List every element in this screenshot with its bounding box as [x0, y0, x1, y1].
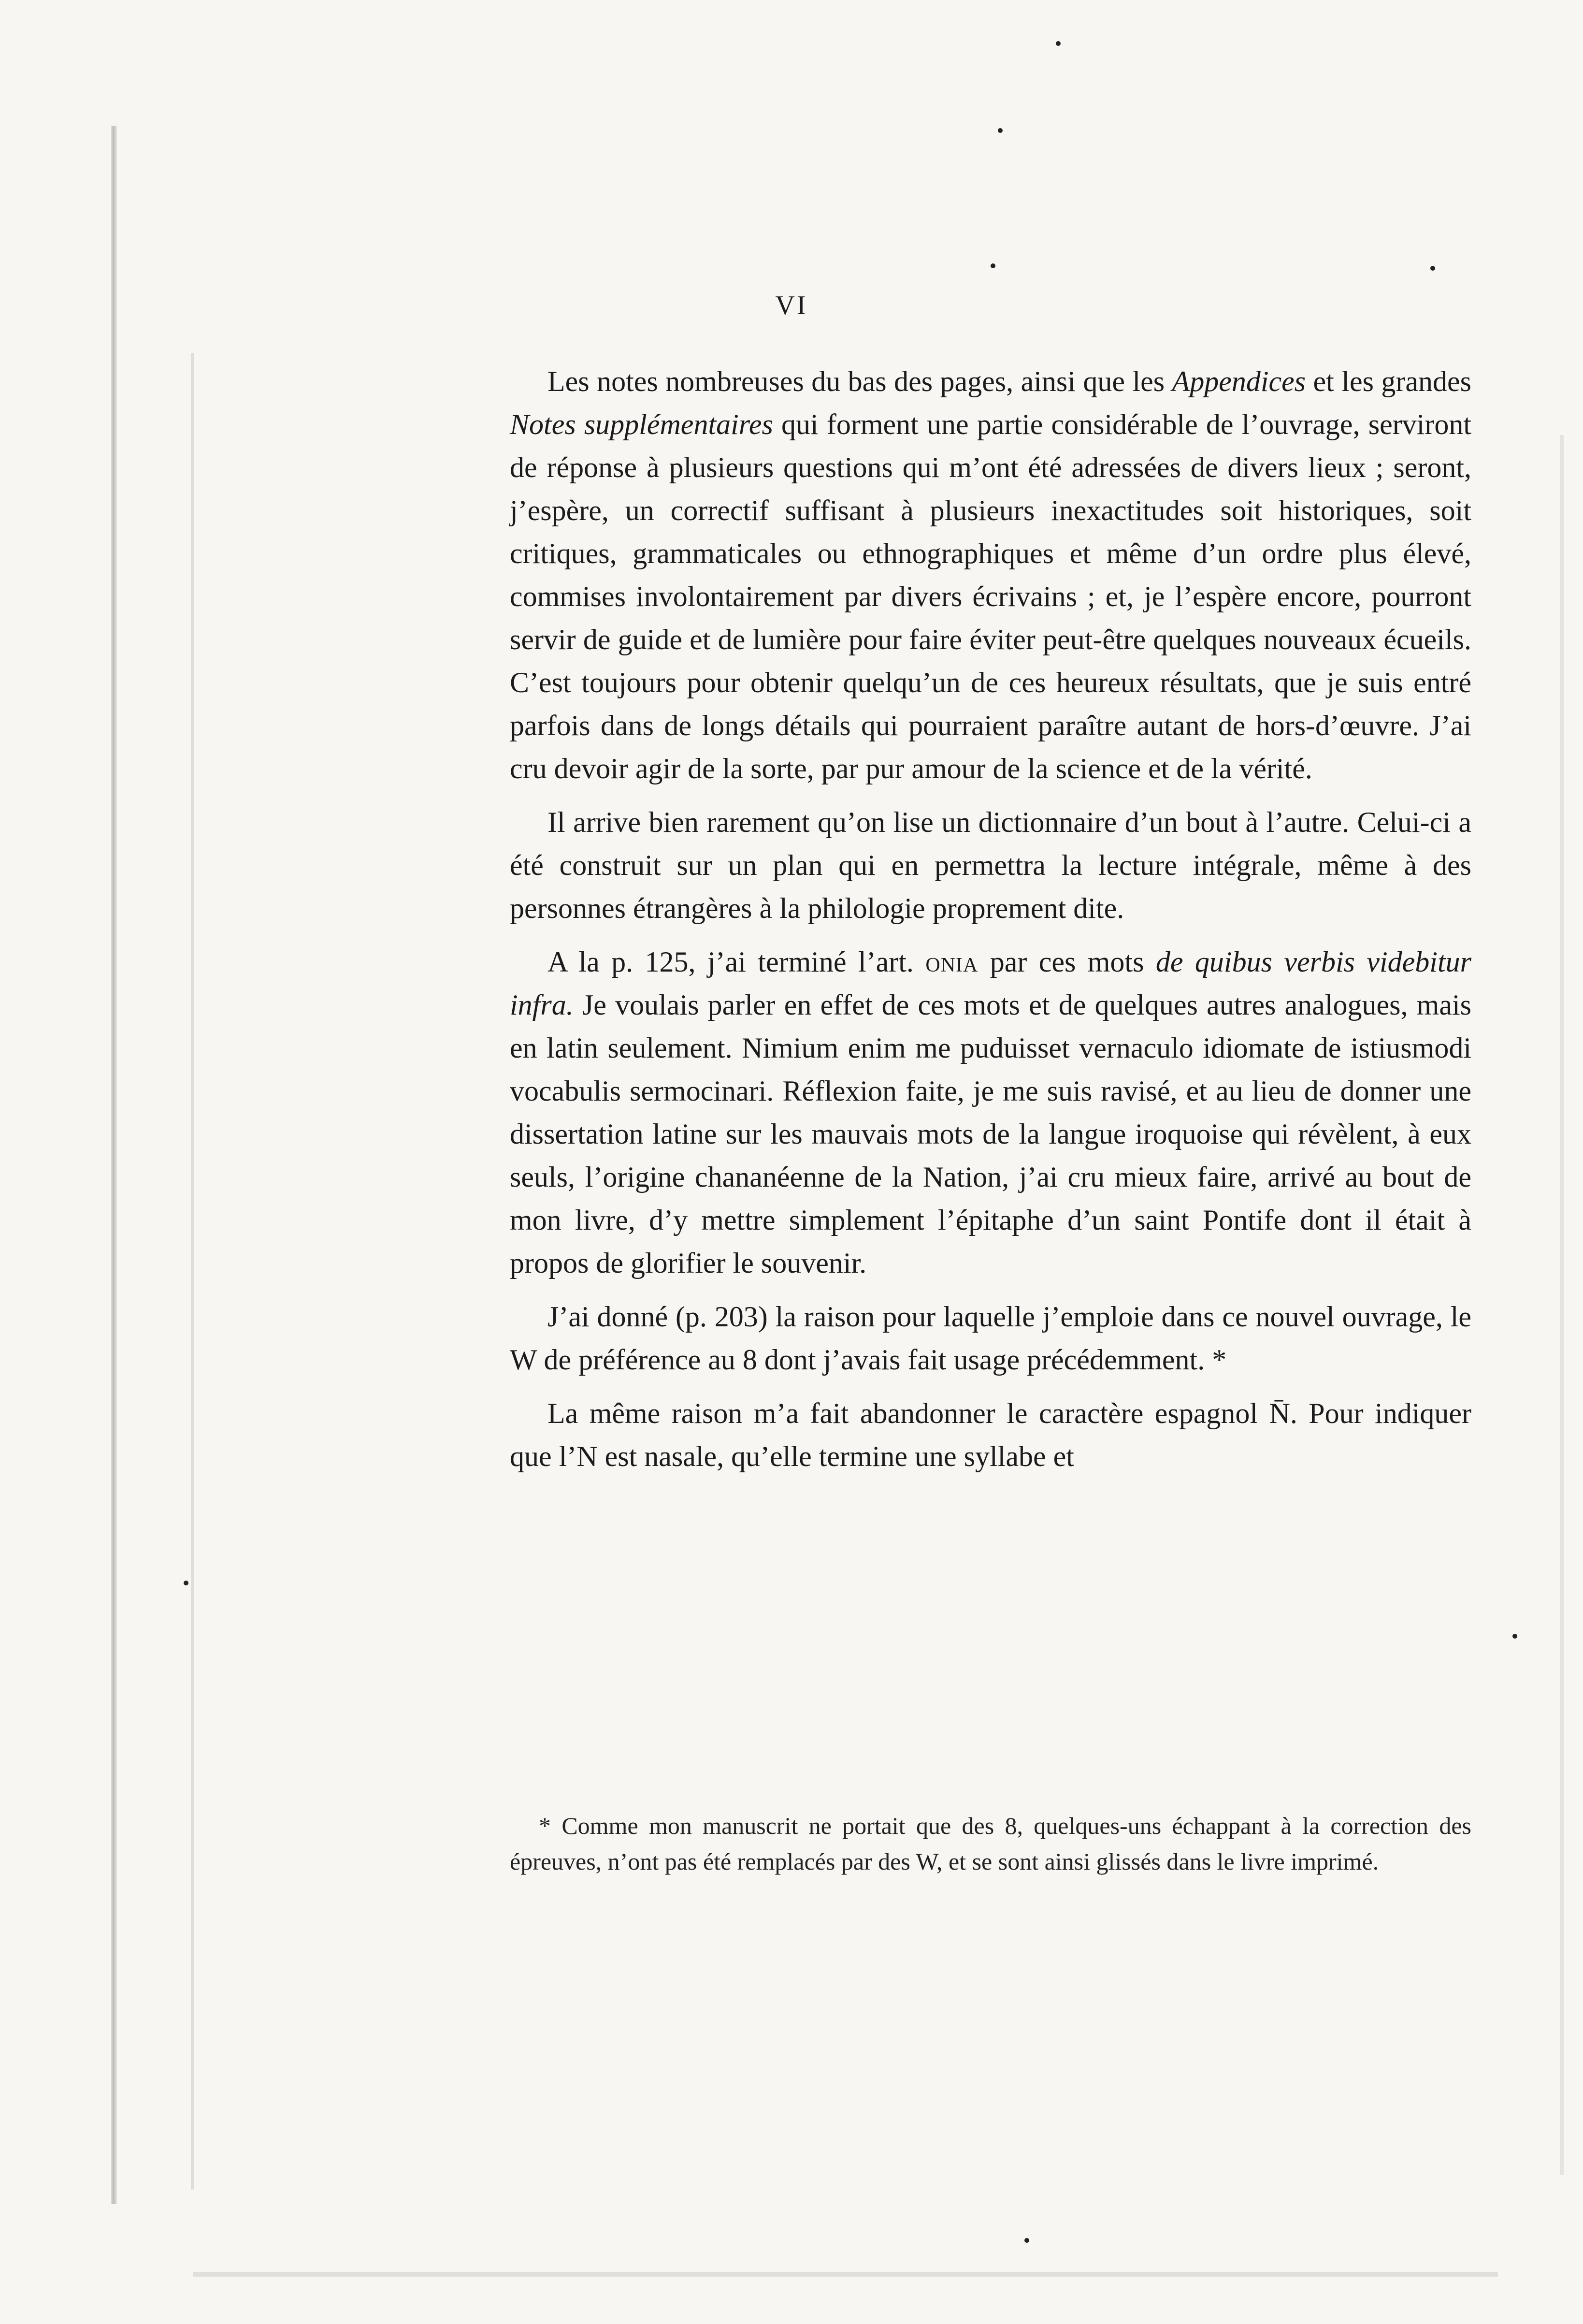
text-run: Il arrive bien rarement qu’on lise un dictionnaire d’un bout à l’autre. Celui-ci a été construit sur un plan qui en permettra la lecture intégrale, même à des personnes étrangères à la philologie proprement dite.: [510, 806, 1471, 924]
scan-edge-left: [111, 126, 117, 2204]
text-run: Je voulais parler en effet de ces mots et de quelques autres analogues, mais en latin seulement. Nimium enim me puduisset vernaculo idiomate de istiusmodi vocabulis sermocinari. Réflexion faite, je me suis ravisé, et au lieu de donner une dissertation latine sur les mauvais mots de la langue iroquoise qui révèlent, à eux seuls, l’origine chananéenne de la Nation, j’ai cru mieux faire, arrivé au bout de mon livre, d’y mettre simplement l’épitaphe d’un saint Pontife dont il était à propos de glorifier le souvenir.: [510, 989, 1471, 1279]
italic-text: Appendices: [1172, 365, 1306, 397]
scan-speck: [991, 263, 995, 268]
smallcaps-text: onia: [925, 946, 979, 978]
body-text: [510, 360, 1471, 1489]
scan-edge-inner: [191, 353, 194, 2190]
paragraph: [510, 941, 1471, 1285]
scan-speck: [184, 1581, 188, 1585]
page-number: VI: [775, 290, 808, 320]
text-run: et les grandes: [1306, 365, 1471, 397]
paragraph: [510, 1295, 1471, 1381]
text-run: par ces mots: [978, 946, 1156, 978]
italic-text: Notes supplémentaires: [510, 408, 773, 440]
scan-speck: [998, 128, 1003, 133]
paragraph: [510, 1392, 1471, 1478]
scan-speck: [1056, 41, 1061, 46]
scan-speck: [1512, 1634, 1517, 1639]
text-run: La même raison m’a fait abandonner le caractère espagnol N̄. Pour indiquer que l’N est nasale, qu’elle termine une syllabe et: [510, 1397, 1471, 1472]
text-run: qui forment une partie considérable de l’ouvrage, serviront de réponse à plusieurs questions qui m’ont été adressées de divers lieux ; seront, j’espère, un correctif suffisant à plusieurs inexactitudes soit historiques, soit critiques, grammaticales ou ethnographiques et même d’un ordre plus élevé, commises involontairement par divers écrivains ; et, je l’espère encore, pourront servir de guide et de lumière pour faire éviter peut-être quelques nouveaux écueils. C’est toujours pour obtenir quelqu’un de ces heureux résultats, que je suis entré parfois dans de longs détails qui pourraient paraître autant de hors-d’œuvre. J’ai cru devoir agir de la sorte, par pur amour de la science et de la vérité.: [510, 408, 1471, 784]
scan-speck: [1430, 266, 1435, 271]
scan-edge-right: [1560, 435, 1564, 2175]
footnote: * Comme mon manuscrit ne portait que des 8, quelques-uns échappant à la correction des épreuves, n’ont pas été remplacés par des W, et se sont ainsi glissés dans le livre imprimé.: [510, 1812, 1471, 1875]
italic-text: de quibus verbis videbitur infra.: [510, 946, 1471, 1021]
scan-speck: [1024, 2238, 1029, 2243]
paragraph: [510, 360, 1471, 790]
text-run: J’ai donné (p. 203) la raison pour laquelle j’emploie dans ce nouvel ouvrage, le W de préférence au 8 dont j’avais fait usage précédemment. *: [510, 1301, 1471, 1376]
scan-edge-bottom: [193, 2272, 1498, 2277]
paragraph: [510, 801, 1471, 930]
text-run: Les notes nombreuses du bas des pages, ainsi que les: [547, 365, 1172, 397]
text-run: A la p. 125, j’ai terminé l’art.: [547, 946, 926, 978]
